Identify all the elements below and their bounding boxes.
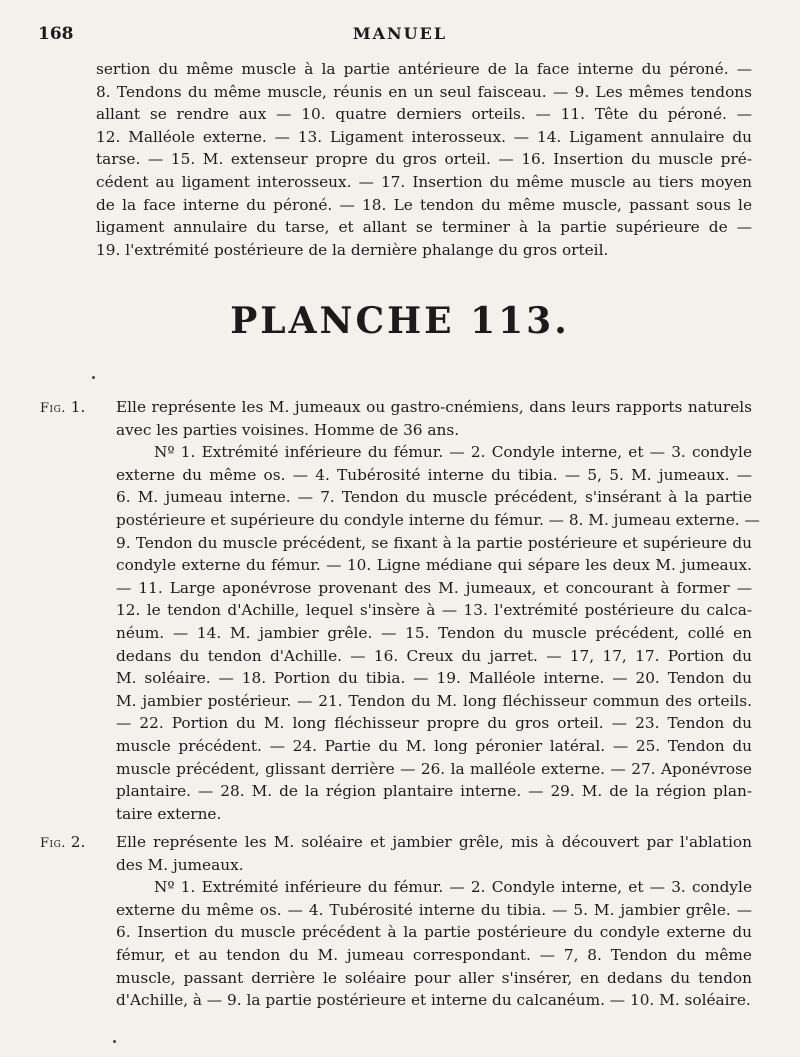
running-head: MANUEL: [352, 24, 448, 43]
fig1-line: dedans du tendon d'Achille. — 16. Creux du jarret. — 17, 17, 17. Portion du: [116, 646, 752, 665]
print-speck: [113, 1040, 116, 1043]
fig-1-caption: [116, 396, 760, 825]
fig-2-label-number: 2.: [70, 833, 86, 851]
fig1-line: Elle représente les M. jumeaux ou gastro-cnémiens, dans leurs rapports naturels: [116, 398, 752, 416]
fig2-line: des M. jumeaux.: [116, 855, 244, 874]
fig2-line: externe du même os. — 4. Tubérosité interne du tibia. — 5. M. jambier grêle. —: [116, 900, 752, 919]
intro-line: allant se rendre aux — 10. quatre derniers orteils. — 11. Tête du péroné. —: [96, 105, 752, 124]
fig1-line: muscle précédent. — 24. Partie du M. long péronier latéral. — 25. Tendon du: [116, 736, 752, 755]
fig2-line: d'Achille, à — 9. la partie postérieure et interne du calcanéum. — 10. M. soléaire.: [116, 991, 751, 1010]
intro-line: 12. Malléole externe. — 13. Ligament interosseux. — 14. Ligament annulaire du: [96, 127, 752, 146]
fig2-line: 6. Insertion du muscle précédent à la partie postérieure du condyle externe du: [116, 923, 752, 942]
fig-2-label: [40, 831, 85, 856]
intro-line: sertion du même muscle à la partie antérieure de la face interne du péroné. —: [96, 60, 752, 78]
fig1-line: plantaire. — 28. M. de la région plantaire interne. — 29. M. de la région plan-: [116, 782, 752, 801]
fig1-line: Nº 1. Extrémité inférieure du fémur. — 2. Condyle interne, et — 3. condyle: [154, 443, 752, 462]
fig-2-label-prefix: Fig.: [40, 836, 66, 851]
print-speck: [92, 376, 95, 379]
fig2-line: Nº 1. Extrémité inférieure du fémur. — 2. Condyle interne, et — 3. condyle: [154, 878, 752, 897]
fig-2-caption: [116, 831, 752, 1012]
fig1-line: — 22. Portion du M. long fléchisseur propre du gros orteil. — 23. Tendon du: [116, 714, 752, 733]
fig1-line: M. soléaire. — 18. Portion du tibia. — 19. Malléole interne. — 20. Tendon du: [116, 669, 752, 688]
fig1-line: taire externe.: [116, 804, 222, 823]
fig1-line: avec les parties voisines. Homme de 36 ans.: [116, 420, 460, 439]
intro-line: 8. Tendons du même muscle, réunis en un seul faisceau. — 9. Les mêmes tendons: [96, 82, 752, 101]
intro-paragraph: [96, 58, 752, 261]
intro-line: ligament annulaire du tarse, et allant se terminer à la partie supérieure de —: [96, 218, 752, 237]
plate-title: PLANCHE 113.: [230, 300, 570, 342]
intro-line: cédent au ligament interosseux. — 17. Insertion du même muscle au tiers moyen: [96, 172, 752, 191]
fig1-line: postérieure et supérieure du condyle interne du fémur. — 8. M. jumeau externe. —: [116, 510, 760, 529]
fig2-line: muscle, passant derrière le soléaire pour aller s'insérer, en dedans du tendon: [116, 968, 752, 987]
fig1-line: externe du même os. — 4. Tubérosité interne du tibia. — 5, 5. M. jumeaux. —: [116, 465, 752, 484]
intro-line: 19. l'extrémité postérieure de la dernière phalange du gros orteil.: [96, 240, 609, 259]
fig1-line: — 11. Large aponévrose provenant des M. jumeaux, et concourant à former —: [116, 578, 752, 597]
intro-line: tarse. — 15. M. extenseur propre du gros orteil. — 16. Insertion du muscle pré-: [96, 150, 752, 169]
fig1-line: M. jambier postérieur. — 21. Tendon du M. long fléchisseur commun des orteils.: [116, 691, 752, 710]
fig-1-label: [40, 396, 85, 421]
intro-line: de la face interne du péroné. — 18. Le tendon du même muscle, passant sous le: [96, 195, 752, 214]
fig-1-label-number: 1.: [70, 398, 86, 416]
fig2-line: fémur, et au tendon du M. jumeau correspondant. — 7, 8. Tendon du même: [116, 945, 752, 964]
fig1-line: 9. Tendon du muscle précédent, se fixant à la partie postérieure et supérieure du: [116, 533, 752, 552]
fig1-line: 12. le tendon d'Achille, lequel s'insère à — 13. l'extrémité postérieure du calca-: [116, 601, 752, 620]
fig1-line: néum. — 14. M. jambier grêle. — 15. Tendon du muscle précédent, collé en: [116, 623, 752, 642]
fig-1-label-prefix: Fig.: [40, 401, 66, 416]
page-header: [38, 24, 762, 50]
fig1-line: condyle externe du fémur. — 10. Ligne médiane qui sépare les deux M. jumeaux.: [116, 556, 752, 575]
fig1-line: 6. M. jumeau interne. — 7. Tendon du muscle précédent, s'insérant à la partie: [116, 488, 752, 507]
fig2-line: Elle représente les M. soléaire et jambier grêle, mis à découvert par l'ablation: [116, 833, 752, 851]
fig1-line: muscle précédent, glissant derrière — 26. la malléole externe. — 27. Aponévrose: [116, 759, 752, 778]
page-number: 168: [38, 24, 74, 44]
